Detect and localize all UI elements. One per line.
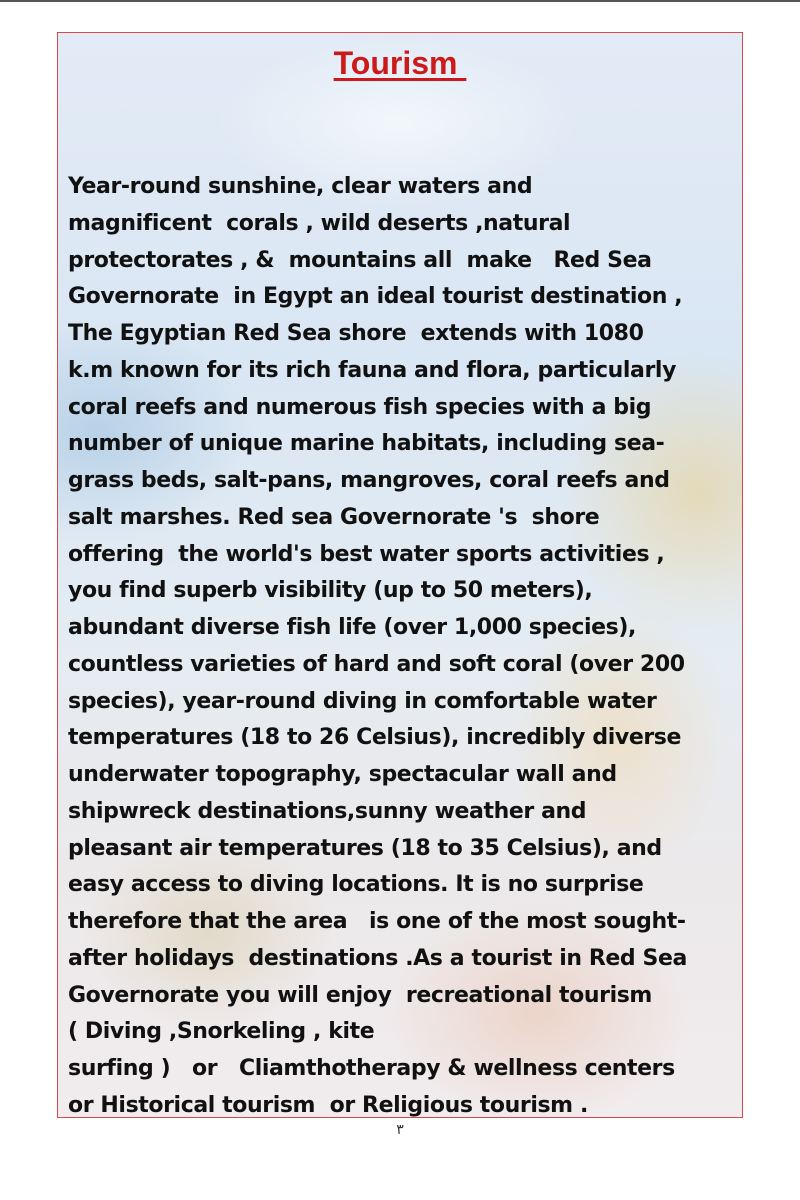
text-line: ( Diving ,Snorkeling , kite [68,1019,375,1045]
text-line: you find superb visibility (up to 50 meters), [68,578,593,604]
page-number: ٣ [396,1122,404,1138]
text-line: magnificent corals , wild deserts ,natural [68,210,571,236]
text-line: underwater topography, spectacular wall and [68,762,617,787]
text-line: offering the world's best water sports activities , [68,541,665,567]
text-line: easy access to diving locations. It is no surprise [68,872,644,898]
text-line: or Historical tourism or Religious tourism . [68,1092,588,1118]
text-line: number of unique marine habitats, including sea- [68,431,665,457]
text-line: Governorate you will enjoy recreational tourism [68,982,652,1008]
text-line: Year-round sunshine, clear waters and [68,174,533,199]
text-line: abundant diverse fish life (over 1,000 species), [68,615,636,640]
top-rule [0,0,800,2]
text-line: The Egyptian Red Sea shore extends with 1080 [68,321,644,346]
body-paragraph [68,169,728,1118]
content-frame [57,32,743,1118]
page-title: Tourism [333,45,467,81]
text-line: grass beds, salt-pans, mangroves, coral reefs and [68,468,670,493]
text-line: species), year-round diving in comfortable water [68,688,657,714]
text-line: after holidays destinations .As a tourist in Red Sea [68,945,687,971]
text-line: shipwreck destinations,sunny weather and [68,798,587,824]
text-line: protectorates , & mountains all make Red Sea [68,247,652,273]
text-line: countless varieties of hard and soft coral (over 200 [68,651,685,677]
text-line: k.m known for its rich fauna and flora, particularly [68,357,677,383]
text-line: surfing ) or Cliamthotherapy & wellness centers [68,1056,675,1081]
text-line: therefore that the area is one of the most sought- [68,909,686,934]
text-line: salt marshes. Red sea Governorate 's shore [68,504,600,530]
text-line: temperatures (18 to 26 Celsius), incredibly diverse [68,725,682,751]
text-line: coral reefs and numerous fish species with a big [68,394,652,420]
text-line: Governorate in Egypt an ideal tourist destination , [68,284,683,310]
text-line: pleasant air temperatures (18 to 35 Celsius), and [68,835,662,861]
